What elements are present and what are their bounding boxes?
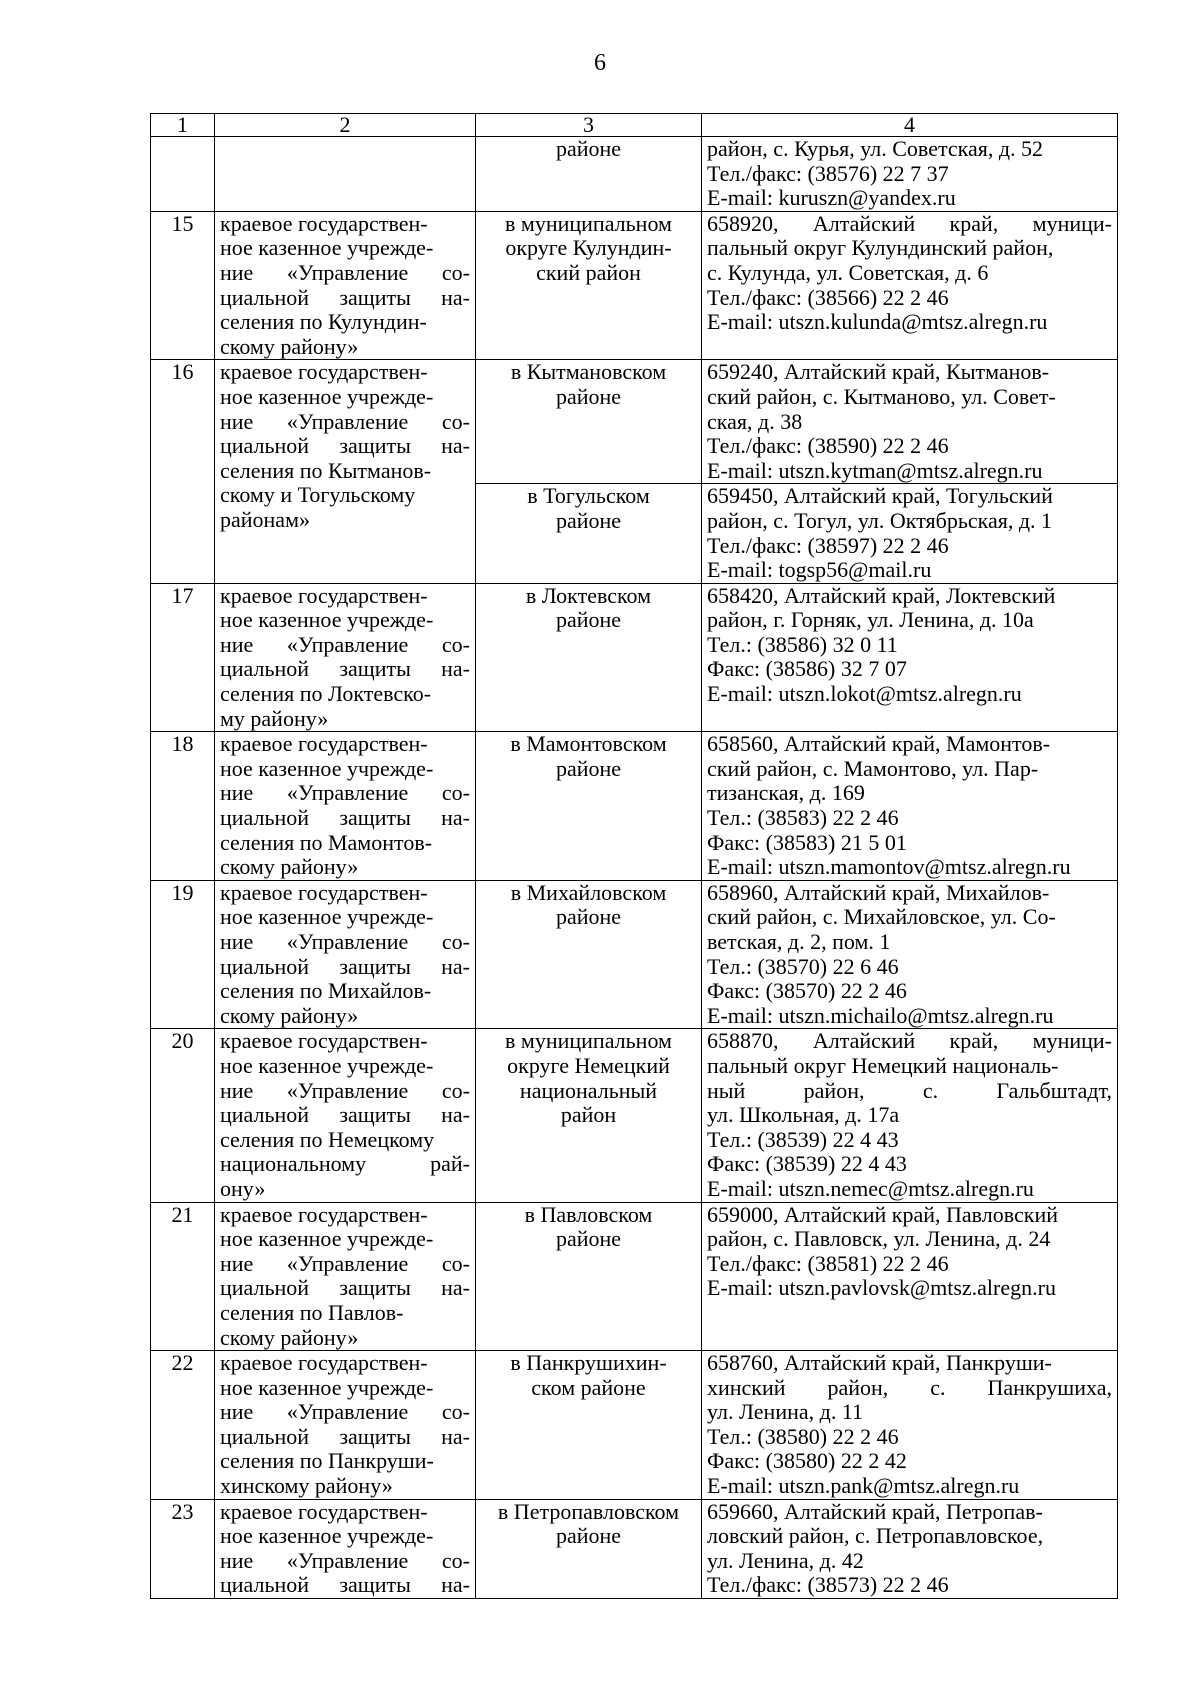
district-cell-line: районе (555, 755, 622, 781)
organization-cell-line: ное казенное учрежде- (220, 383, 434, 409)
organization-cell-line: скому району» (220, 1324, 359, 1350)
organization-cell-line: ние «Управление со- (220, 929, 470, 954)
district-cell-line: округе Немецкий (507, 1052, 670, 1078)
district-cell-line: в муниципальном (505, 211, 672, 236)
row-number: 23 (151, 1499, 215, 1598)
organization-cell-line: ние «Управление со- (220, 1547, 470, 1573)
row-number: 21 (151, 1202, 215, 1351)
address-cell-line: Тел.: (38583) 22 2 46 (707, 805, 899, 831)
address-cell-line: ул. Ленина, д. 42 (707, 1547, 864, 1573)
address-cell-line: район, с. Курья, ул. Советская, д. 52 (707, 136, 1044, 161)
address-cell-line: ский район, с. Кытманово, ул. Совет- (707, 383, 1056, 409)
district-cell (476, 360, 702, 484)
organization-cell-line: селения по Михайлов- (220, 978, 432, 1004)
table-body (151, 114, 1118, 1599)
organization-cell-line: ное казенное учрежде- (220, 1374, 434, 1400)
row-number: 15 (151, 211, 215, 360)
district-cell-line: в Михайловском (510, 880, 667, 905)
organization-cell-line: циальной защиты на- (220, 1275, 470, 1301)
organization-cell-line: ное казенное учрежде- (220, 607, 434, 633)
address-cell-line: ская, д. 38 (707, 408, 803, 434)
row-number: 20 (151, 1029, 215, 1202)
organization-cell-line: скому району» (220, 333, 359, 359)
district-cell-line: районе (555, 607, 622, 633)
organization-cell-line: краевое государствен- (220, 1028, 428, 1054)
organization-cell-line: циальной защиты на- (220, 953, 470, 979)
district-cell-line: в Панкрушихин- (510, 1350, 667, 1376)
address-cell-line: ул. Ленина, д. 11 (707, 1399, 864, 1425)
organization-cell-line: ние «Управление со- (220, 259, 470, 285)
organization-cell-line: районам» (220, 506, 310, 532)
column-header-2: 2 (215, 114, 476, 137)
organization-cell-line: селения по Павлов- (220, 1299, 404, 1325)
address-cell-line: Факс: (38583) 21 5 01 (707, 829, 907, 855)
row-number: 18 (151, 732, 215, 881)
district-cell-line: ском районе (531, 1374, 646, 1400)
organization-cell-line: скому и Тогульскому (220, 482, 416, 508)
address-cell-line: район, г. Горняк, ул. Ленина, д. 10а (707, 607, 1034, 633)
address-cell-line: E-mail: utszn.michailo@mtsz.alregn.ru (707, 1002, 1054, 1028)
organization-cell (215, 880, 476, 1029)
organization-cell-line: краевое государствен- (220, 583, 428, 608)
organization-cell (215, 1499, 476, 1598)
organization-cell-line: селения по Мамонтов- (220, 829, 433, 855)
address-cell-line: пальный округ Немецкий националь- (707, 1052, 1059, 1078)
table-row (151, 583, 1118, 732)
organization-cell-line: ние «Управление со- (220, 1250, 470, 1276)
address-cell (702, 360, 1118, 484)
district-cell-line: районе (555, 1226, 622, 1252)
address-cell-line: ловский район, с. Петропавловское, (707, 1523, 1044, 1549)
district-cell (476, 1499, 702, 1598)
address-cell-line: E-mail: kuruszn@yandex.ru (707, 185, 956, 211)
organization-cell-line: селения по Немецкому (220, 1126, 435, 1152)
address-cell-line: 658870, Алтайский край, муници- (707, 1028, 1112, 1054)
address-cell-line: 658920, Алтайский край, муници- (707, 211, 1112, 236)
district-cell-line: округе Кулундин- (505, 235, 672, 261)
organization-cell-line: ное казенное учрежде- (220, 1226, 434, 1252)
address-cell-line: Факс: (38539) 22 4 43 (707, 1151, 907, 1177)
district-cell-line: ский район (536, 259, 641, 285)
organization-cell-line: ное казенное учрежде- (220, 235, 434, 261)
district-cell-line: районе (555, 383, 622, 409)
organization-cell (215, 360, 476, 583)
address-cell-line: 658960, Алтайский край, Михайлов- (707, 880, 1050, 905)
organization-cell-line: краевое государствен- (220, 1202, 428, 1227)
organization-cell-line: ное казенное учрежде- (220, 1052, 434, 1078)
row-number: 17 (151, 583, 215, 732)
district-cell-line: в Мамонтовском (510, 731, 667, 757)
address-cell-line: район, с. Тогул, ул. Октябрьская, д. 1 (707, 507, 1053, 533)
district-cell-line: в Локтевском (525, 583, 652, 608)
organization-cell-line: ное казенное учрежде- (220, 755, 434, 781)
address-cell-line: Тел.: (38539) 22 4 43 (707, 1126, 899, 1152)
organization-cell (215, 583, 476, 732)
address-cell-line: Тел./факс: (38576) 22 7 37 (707, 160, 949, 186)
row-number: 19 (151, 880, 215, 1029)
organization-cell (215, 732, 476, 881)
organization-cell-line: краевое государствен- (220, 211, 428, 236)
address-cell-line: пальный округ Кулундинский район, (707, 235, 1054, 261)
organization-cell-line: циальной защиты на- (220, 1423, 470, 1449)
address-cell (702, 137, 1118, 212)
address-cell-line: E-mail: utszn.kulunda@mtsz.alregn.ru (707, 309, 1048, 335)
page-number: 6 (594, 50, 606, 76)
table-row (151, 732, 1118, 881)
district-cell (476, 880, 702, 1029)
organization-cell-line: ние «Управление со- (220, 631, 470, 657)
organization-cell-line: циальной защиты на- (220, 284, 470, 310)
organization-cell-line: ону» (220, 1175, 266, 1201)
organization-cell-line: краевое государствен- (220, 731, 428, 757)
institutions-table (150, 113, 1118, 1599)
organization-cell (215, 211, 476, 360)
address-cell-line: Тел./факс: (38566) 22 2 46 (707, 284, 949, 310)
column-header-4: 4 (702, 114, 1118, 137)
organization-cell-line: селения по Кулундин- (220, 309, 427, 335)
organization-cell-line: му району» (220, 705, 329, 731)
address-cell-line: ный район, с. Гальбштадт, (707, 1077, 1112, 1103)
row-number: 16 (151, 360, 215, 583)
organization-cell-line: ное казенное учрежде- (220, 1523, 434, 1549)
organization-cell-line: ное казенное учрежде- (220, 904, 434, 930)
address-cell (702, 583, 1118, 732)
address-cell-line: 659660, Алтайский край, Петропав- (707, 1499, 1043, 1524)
organization-cell-line: циальной защиты на- (220, 433, 470, 459)
address-cell-line: ский район, с. Мамонтово, ул. Пар- (707, 755, 1039, 781)
address-cell (702, 732, 1118, 881)
address-cell-line: Факс: (38570) 22 2 46 (707, 978, 907, 1004)
address-cell-line: E-mail: utszn.pavlovsk@mtsz.alregn.ru (707, 1275, 1056, 1301)
district-cell-line: в Кытмановском (510, 359, 667, 385)
district-cell-line: районе (555, 1523, 622, 1549)
table-row-continuation (151, 137, 1118, 212)
organization-cell-line: хинскому району» (220, 1473, 393, 1499)
organization-cell-line: краевое государствен- (220, 359, 428, 385)
address-cell-line: 658760, Алтайский край, Панкруши- (707, 1350, 1052, 1376)
address-cell-line: Тел./факс: (38597) 22 2 46 (707, 532, 949, 558)
address-cell-line: E-mail: utszn.lokot@mtsz.alregn.ru (707, 681, 1022, 707)
address-cell-line: 658560, Алтайский край, Мамонтов- (707, 731, 1051, 757)
address-cell-line: ский район, с. Михайловское, ул. Со- (707, 904, 1056, 930)
district-cell (476, 211, 702, 360)
organization-cell-line: краевое государствен- (220, 880, 428, 905)
organization-cell-line: циальной защиты на- (220, 805, 470, 831)
address-cell-line: Тел./факс: (38581) 22 2 46 (707, 1250, 949, 1276)
address-cell-line: E-mail: utszn.nemec@mtsz.alregn.ru (707, 1175, 1034, 1201)
organization-cell-line: скому району» (220, 854, 359, 880)
district-cell (476, 1029, 702, 1202)
column-header-3: 3 (476, 114, 702, 137)
address-cell (702, 1499, 1118, 1598)
organization-cell-line: краевое государствен- (220, 1350, 428, 1376)
address-cell-line: ветская, д. 2, пом. 1 (707, 929, 891, 954)
address-cell (702, 1202, 1118, 1351)
district-cell-line: в Павловском (524, 1202, 653, 1227)
address-cell (702, 211, 1118, 360)
address-cell-line: ул. Школьная, д. 17а (707, 1102, 900, 1128)
address-cell-line: 658420, Алтайский край, Локтевский (707, 583, 1056, 608)
district-cell-line: в муниципальном (505, 1028, 672, 1054)
address-cell-line: Факс: (38586) 32 7 07 (707, 656, 907, 682)
address-cell-line: с. Кулунда, ул. Советская, д. 6 (707, 259, 989, 285)
district-cell-line: районе (555, 507, 622, 533)
table-row (151, 1202, 1118, 1351)
column-number-row (151, 114, 1118, 137)
district-cell-line: национальный (519, 1077, 658, 1103)
organization-cell-line: циальной защиты на- (220, 656, 470, 682)
district-cell-line: районе (555, 904, 622, 930)
district-cell (476, 1202, 702, 1351)
table-row (151, 211, 1118, 360)
address-cell-line: 659000, Алтайский край, Павловский (707, 1202, 1059, 1227)
address-cell-line: Тел./факс: (38590) 22 2 46 (707, 433, 949, 459)
address-cell (702, 880, 1118, 1029)
address-cell (702, 1351, 1118, 1500)
table-row (151, 1499, 1118, 1598)
organization-cell-line: скому району» (220, 1002, 359, 1028)
organization-cell-line: ние «Управление со- (220, 408, 470, 434)
address-cell-line: Тел.: (38580) 22 2 46 (707, 1423, 899, 1449)
empty-cell (215, 137, 476, 212)
district-cell (476, 1351, 702, 1500)
district-cell (476, 137, 702, 212)
district-cell-line: в Тогульском (527, 483, 650, 509)
organization-cell-line: циальной защиты на- (220, 1572, 470, 1598)
district-cell-line: район (560, 1102, 617, 1128)
organization-cell-line: ние «Управление со- (220, 780, 470, 806)
district-cell-line: районе (555, 136, 622, 161)
address-cell-line: район, с. Павловск, ул. Ленина, д. 24 (707, 1226, 1051, 1252)
table-row (151, 880, 1118, 1029)
address-cell-line: 659450, Алтайский край, Тогульский (707, 483, 1053, 509)
organization-cell-line: национальному рай- (220, 1151, 470, 1177)
organization-cell-line: краевое государствен- (220, 1499, 428, 1524)
address-cell-line: Тел.: (38586) 32 0 11 (707, 631, 898, 657)
organization-cell (215, 1202, 476, 1351)
address-cell (702, 1029, 1118, 1202)
table-row (151, 1029, 1118, 1202)
address-cell-line: хинский район, с. Панкрушиха, (707, 1374, 1112, 1400)
address-cell-line: тизанская, д. 169 (707, 780, 865, 806)
organization-cell-line: ние «Управление со- (220, 1399, 470, 1425)
address-cell-line: 659240, Алтайский край, Кытманов- (707, 359, 1050, 385)
district-cell-line: в Петропавловском (497, 1499, 680, 1524)
address-cell-line: E-mail: utszn.mamontov@mtsz.alregn.ru (707, 854, 1071, 880)
organization-cell (215, 1029, 476, 1202)
address-cell-line: E-mail: togsp56@mail.ru (707, 557, 932, 583)
district-cell (476, 583, 702, 732)
organization-cell-line: селения по Кытманов- (220, 457, 432, 483)
address-cell-line: E-mail: utszn.kytman@mtsz.alregn.ru (707, 457, 1043, 483)
address-cell-line: E-mail: utszn.pank@mtsz.alregn.ru (707, 1473, 1020, 1499)
organization-cell-line: селения по Панкруши- (220, 1448, 434, 1474)
organization-cell-line: циальной защиты на- (220, 1102, 470, 1128)
address-cell-line: Тел.: (38570) 22 6 46 (707, 953, 899, 979)
column-header-1: 1 (151, 114, 215, 137)
district-cell (476, 732, 702, 881)
address-cell-line: Тел./факс: (38573) 22 2 46 (707, 1572, 949, 1598)
organization-cell-line: ние «Управление со- (220, 1077, 470, 1103)
table-row (151, 360, 1118, 484)
row-number: 22 (151, 1351, 215, 1500)
address-cell (702, 484, 1118, 583)
table-row (151, 1351, 1118, 1500)
empty-cell (151, 137, 215, 212)
address-cell-line: Факс: (38580) 22 2 42 (707, 1448, 907, 1474)
organization-cell (215, 1351, 476, 1500)
organization-cell-line: селения по Локтевско- (220, 681, 432, 707)
district-cell (476, 484, 702, 583)
